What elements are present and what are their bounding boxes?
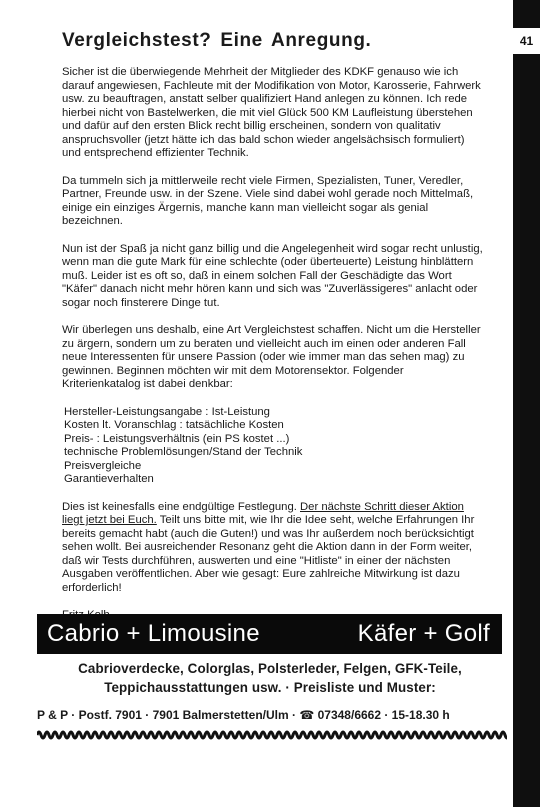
article-title: Vergleichstest? Eine Anregung. — [62, 30, 372, 51]
ad-banner — [37, 614, 502, 654]
ad-banner-left: Cabrio + Limousine — [47, 620, 260, 647]
criteria-item: Preisvergleiche — [64, 459, 142, 472]
ad-contact-right: 07348/6662 · 15-18.30 h — [314, 708, 450, 722]
criteria-list — [62, 406, 484, 487]
criteria-item: Hersteller-Leistungsangabe : Ist-Leistung — [64, 405, 270, 418]
ad-wavy-border — [37, 728, 507, 742]
ad-line-2: Teppichausstattungen usw. · Preisliste und Muster: — [104, 680, 436, 695]
criteria-item: Preis- : Leistungsverhältnis (ein PS kostet ...) — [64, 432, 290, 445]
ad-contact-left: P & P · Postf. 7901 · 7901 Balmerstetten/Ulm · — [37, 708, 300, 722]
closing-rest: Teilt uns bitte mit, wie Ihr die Idee seht, welche Erfahrungen Ihr bereits gemacht habt (auch die Guten!) und was Ihr außerdem noch berücksichtigt sehen wollt. Bei ausreichender Resonanz geht die Aktion dann in der Form weiter, daß wir Tests durchführen, auswerten und eine "Hitliste" in einer der nächsten Ausgaben veröffentlichen. Aber wie gesagt: Eure zahlreiche Mitwirkung ist dazu erforderlich! — [62, 514, 475, 594]
closing-paragraph — [62, 501, 484, 596]
ad-line-1: Cabrioverdecke, Colorglas, Polsterleder, Felgen, GFK-Teile, — [78, 661, 462, 676]
page-number: 41 — [513, 28, 540, 54]
ad-contact — [37, 708, 507, 722]
closing-underlined: Der nächste Schritt dieser Aktion liegt jetzt bei Euch. — [62, 500, 464, 526]
paragraph-1: Sicher ist die überwiegende Mehrheit der Mitglieder des KDKF genauso wie ich darauf angewiesen, Fachleute mit der Modifikation von Motor, Karosserie, Fahrwerk usw. zu beauftragen, anstatt selber qualifiziert Hand anlegen zu können. Ich rede hierbei nicht von Bastelwerken, die mit viel Glück 500 KM Laufleistung überstehen und dafür auf den ersten Blick recht billig erscheinen, sondern von qualitativ anspruchsvoller (jetzt hätte ich das bald schon wieder angelsächsisch formuliert) und entsprechend effizienter Technik. — [62, 66, 481, 159]
article-body — [62, 66, 484, 623]
criteria-item: technische Problemlösungen/Stand der Technik — [64, 446, 303, 458]
criteria-item: Kosten lt. Voranschlag : tatsächliche Kosten — [64, 419, 284, 431]
phone-icon: ☎ — [299, 708, 315, 722]
ad-banner-right: Käfer + Golf — [357, 620, 490, 647]
paragraph-2: Da tummeln sich ja mittlerweile recht viele Firmen, Spezialisten, Tuner, Veredler, Partner, Freunde usw. in der Szene. Viele sind dabei wohl gerade noch Mittelmaß, einige ein einziges Ärgernis, manche kann man vielleicht sogar als genial bezeichnen. — [62, 174, 474, 227]
closing-lead: Dies ist keinesfalls eine endgültige Festlegung. — [62, 500, 301, 513]
paragraph-3: Nun ist der Spaß ja nicht ganz billig und die Angelegenheit wird sogar recht unlustig, wenn man die gute Mark für eine schlechte (oder überteuerte) Leistung hinblättern muß. Leider ist es oft so, daß in einem solchen Fall der Geschädigte das Wort "Käfer" danach nicht mehr hören kann und sich was "Zuverlässigeres" anlacht oder sogar noch finsterere Dinge tut. — [62, 242, 483, 309]
criteria-item: Garantieverhalten — [64, 473, 154, 485]
paragraph-4: Wir überlegen uns deshalb, eine Art Vergleichstest schaffen. Nicht um die Hersteller zu ärgern, sondern um zu beraten und vielleicht auch im einen oder anderen Fall neue Interessenten für unsere Passion (oder wie immer man das sehen mag) zu gewinnen. Beginnen möchten wir mit dem Motorensektor. Folgender Kriterienkatalog ist dabei denkbar: — [62, 324, 481, 390]
page-edge-bar — [513, 0, 540, 807]
